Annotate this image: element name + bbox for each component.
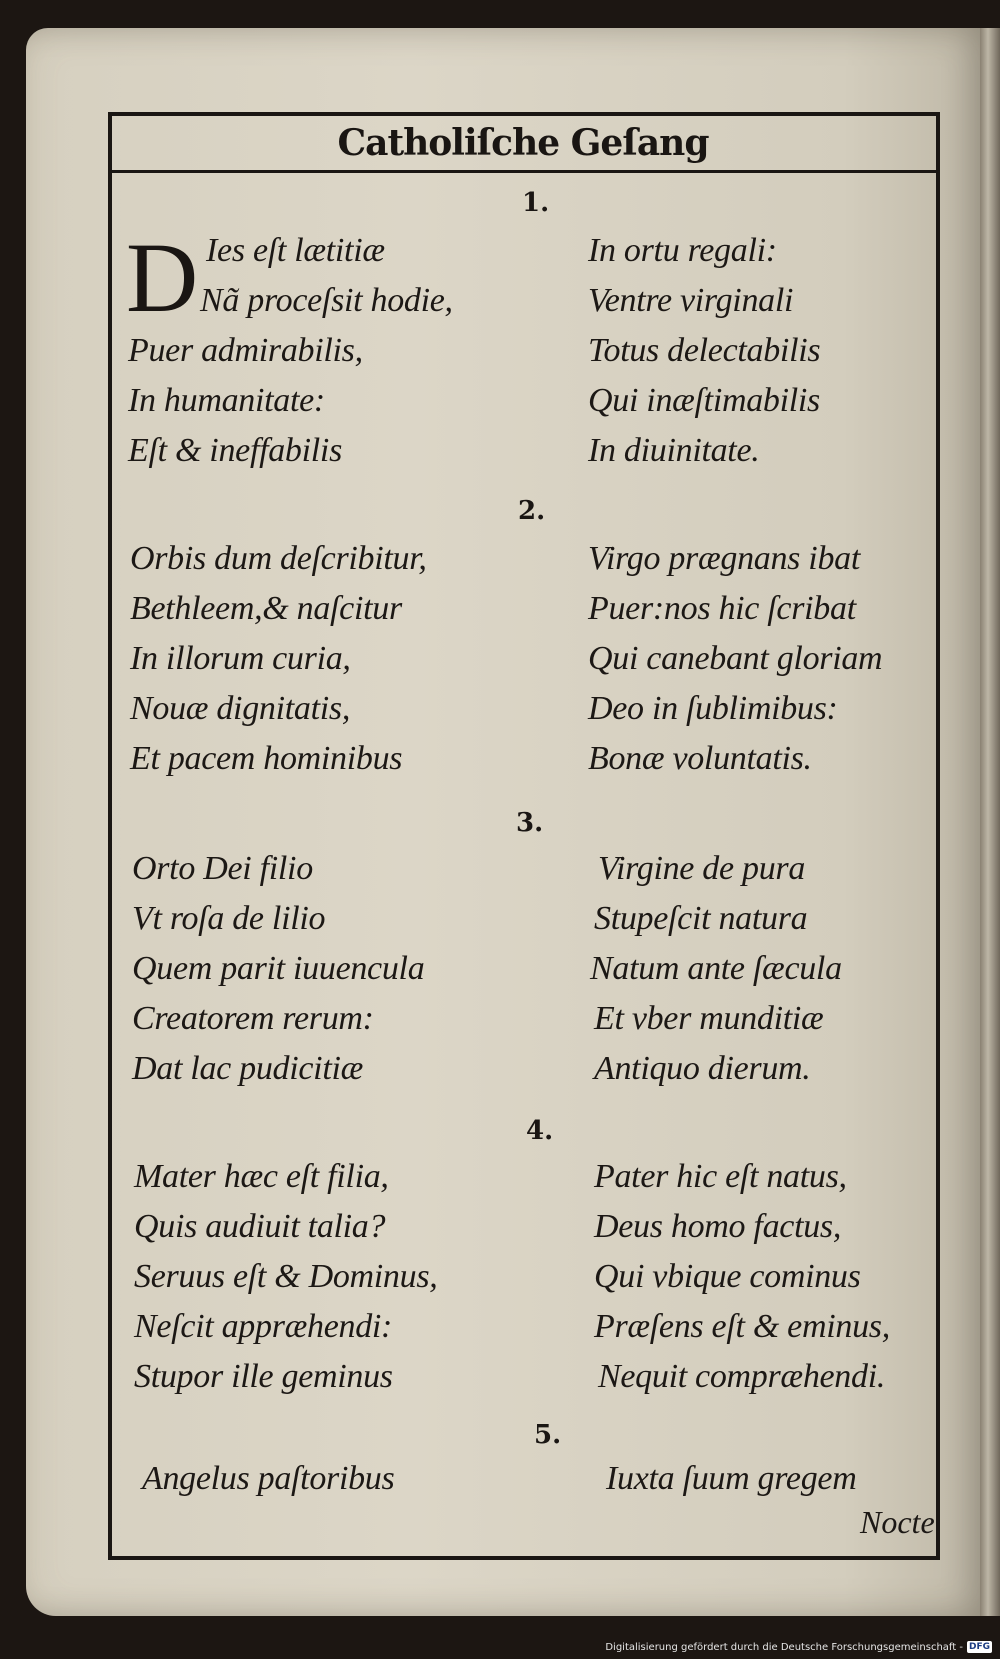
digitization-credit	[605, 1641, 992, 1653]
drop-capital: D	[126, 222, 199, 333]
verse-2-right-2: Puer:nos hic ſcribat	[588, 590, 856, 627]
verse-3-left-3: Quem parit iuuencula	[132, 950, 425, 987]
verse-4-left-5: Stupor ille geminus	[134, 1358, 393, 1395]
verse-1-left-5: Eſt & ineffabilis	[128, 432, 343, 469]
verse-3-right-4: Et vber munditiæ	[594, 1000, 824, 1037]
verse-number-1: 1.	[522, 188, 550, 218]
verse-1-left-3: Puer admirabilis,	[128, 332, 363, 369]
verse-3-right-2: Stupeſcit natura	[594, 900, 808, 937]
verse-4-right-1: Pater hic eſt natus,	[594, 1158, 847, 1195]
verse-3-left-5: Dat lac pudicitiæ	[132, 1050, 363, 1087]
verse-number-5: 5.	[534, 1420, 562, 1450]
verse-4-left-1: Mater hæc eſt filia,	[134, 1158, 389, 1195]
verse-4-right-4: Præſens eſt & eminus,	[594, 1308, 890, 1345]
verse-3-left-1: Orto Dei filio	[132, 850, 313, 887]
verse-1-right-1: In ortu regali:	[588, 232, 777, 269]
verse-4-left-4: Neſcit appræhendi:	[134, 1308, 393, 1345]
verse-2-left-3: In illorum curia,	[130, 640, 351, 677]
verse-5-left-1: Angelus paſtoribus	[142, 1460, 395, 1497]
verse-4-right-3: Qui vbique cominus	[594, 1258, 861, 1295]
verse-4-left-2: Quis audiuit talia?	[134, 1208, 386, 1245]
verse-4-left-3: Seruus eſt & Dominus,	[134, 1258, 438, 1295]
verse-4-right-2: Deus homo factus,	[594, 1208, 842, 1245]
verse-2-left-1: Orbis dum deſcribitur,	[130, 540, 427, 577]
verse-3-right-1: Virgine de pura	[598, 850, 806, 887]
verse-2-right-5: Bonæ voluntatis.	[588, 740, 812, 777]
verse-1-right-2: Ventre virginali	[588, 282, 794, 319]
verse-3-right-5: Antiquo dierum.	[594, 1050, 811, 1087]
verse-1-right-5: In diuinitate.	[588, 432, 760, 469]
verse-1-left-1: Ies eſt lætitiæ	[206, 232, 385, 269]
verse-1-left-4: In humanitate:	[128, 382, 325, 419]
verse-2-left-5: Et pacem hominibus	[130, 740, 403, 777]
catchword: Nocte	[860, 1504, 935, 1540]
verse-4-right-5: Nequit compræhendi.	[598, 1358, 886, 1395]
verse-3-left-4: Creatorem rerum:	[132, 1000, 374, 1037]
verse-1-right-3: Totus delectabilis	[588, 332, 821, 369]
page-edge	[980, 28, 1000, 1616]
verse-2-left-4: Nouæ dignitatis,	[130, 690, 351, 727]
verse-1-right-4: Qui inæſtimabilis	[588, 382, 820, 419]
verse-number-3: 3.	[516, 808, 544, 838]
verse-3-right-3: Natum ante ſæcula	[590, 950, 842, 987]
dfg-logo: DFG	[968, 1642, 990, 1652]
page-title: Catholiſche Geſang	[337, 122, 709, 164]
verse-2-right-3: Qui canebant gloriam	[588, 640, 883, 677]
verse-2-left-2: Bethleem,& naſcitur	[130, 590, 402, 627]
running-head	[108, 112, 938, 173]
verse-1-left-2: Nã proceſsit hodie,	[200, 282, 453, 319]
credit-text: Digitalisierung gefördert durch die Deutsche Forschungsgemeinschaft -	[605, 1641, 963, 1653]
verse-5-right-1: Iuxta ſuum gregem	[606, 1460, 857, 1497]
verse-2-right-1: Virgo prægnans ibat	[588, 540, 860, 577]
verse-3-left-2: Vt roſa de lilio	[132, 900, 326, 937]
verse-number-2: 2.	[518, 496, 546, 526]
verse-2-right-4: Deo in ſublimibus:	[588, 690, 838, 727]
verse-number-4: 4.	[526, 1116, 554, 1146]
